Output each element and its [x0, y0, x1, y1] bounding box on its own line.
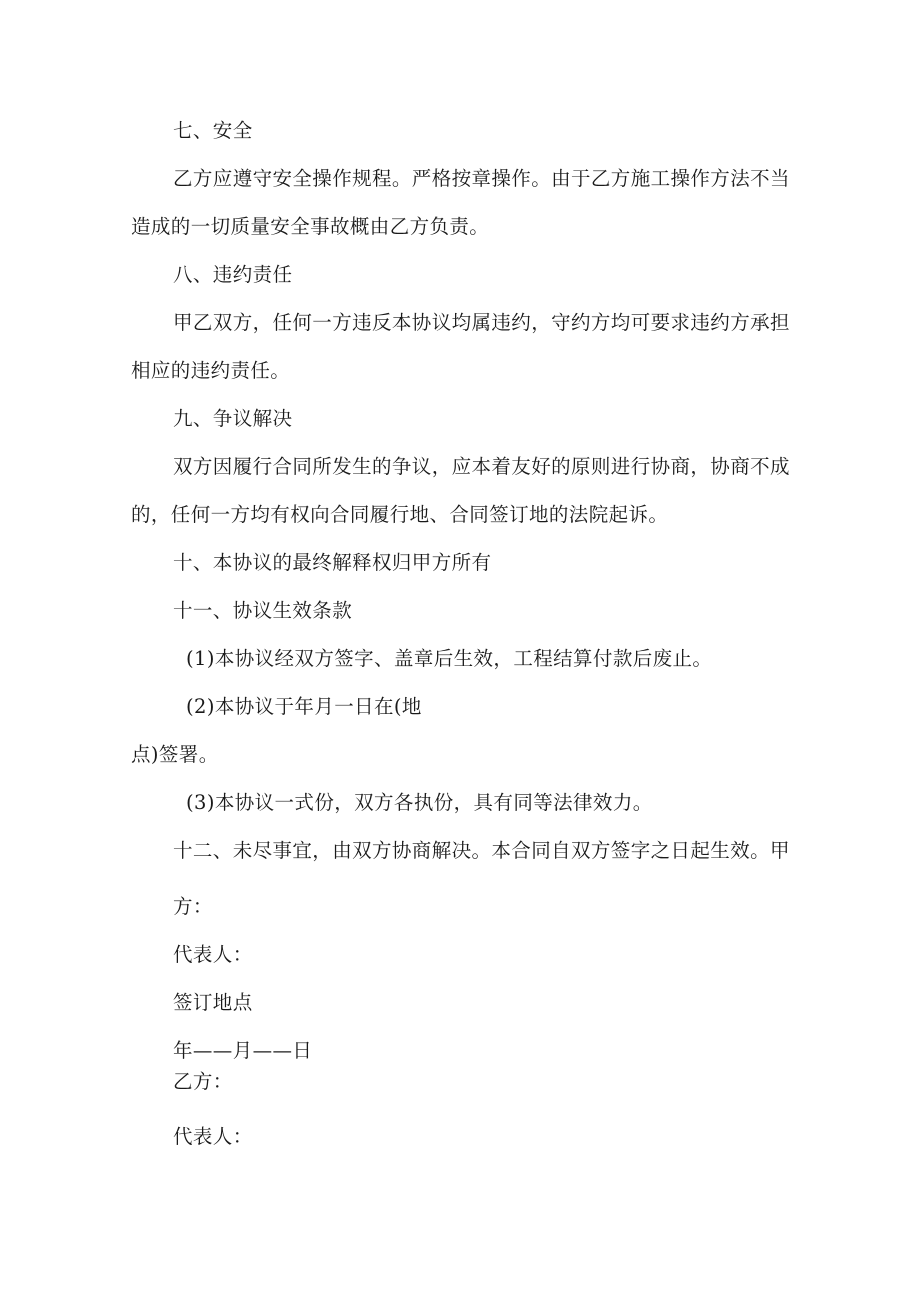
- section-7-paragraph-line-1: 乙方应遵守安全操作规程。严格按章操作。由于乙方施工操作方法不当: [173, 167, 790, 190]
- section-7-heading: 七、安全: [173, 119, 253, 142]
- section-11-item-2-line-2: 点)签署。: [131, 743, 219, 766]
- party-a-representative: 代表人：: [173, 943, 253, 966]
- section-9-heading: 九、争议解决: [173, 407, 293, 430]
- section-8-heading: 八、违约责任: [173, 263, 293, 286]
- section-9-paragraph-line-2: 的，任何一方均有权向合同履行地、合同签订地的法院起诉。: [131, 503, 669, 526]
- signing-place: 签订地点: [173, 991, 253, 1014]
- signing-date: 年——月——日: [173, 1039, 313, 1062]
- section-11-item-3: (3)本协议一式份，双方各执份，具有同等法律效力。: [186, 791, 653, 814]
- party-b: 乙方：: [173, 1070, 233, 1093]
- party-b-representative: 代表人：: [173, 1125, 253, 1148]
- section-12-line-2: 方：: [173, 895, 213, 918]
- section-8-paragraph-line-2: 相应的违约责任。: [131, 359, 291, 382]
- section-10-heading: 十、本协议的最终解释权归甲方所有: [173, 551, 492, 574]
- section-11-heading: 十一、协议生效条款: [173, 599, 353, 622]
- section-12-line-1: 十二、未尽事宜，由双方协商解决。本合同自双方签字之日起生效。甲: [173, 839, 790, 862]
- section-11-item-2-line-1: (2)本协议于年月一日在(地: [186, 695, 422, 718]
- section-7-paragraph-line-2: 造成的一切质量安全事故概由乙方负责。: [131, 215, 490, 238]
- section-8-paragraph-line-1: 甲乙双方，任何一方违反本协议均属违约，守约方均可要求违约方承担: [173, 311, 790, 334]
- section-9-paragraph-line-1: 双方因履行合同所发生的争议，应本着友好的原则进行协商，协商不成: [173, 455, 790, 478]
- section-11-item-1: (1)本协议经双方签字、盖章后生效，工程结算付款后废止。: [186, 647, 713, 670]
